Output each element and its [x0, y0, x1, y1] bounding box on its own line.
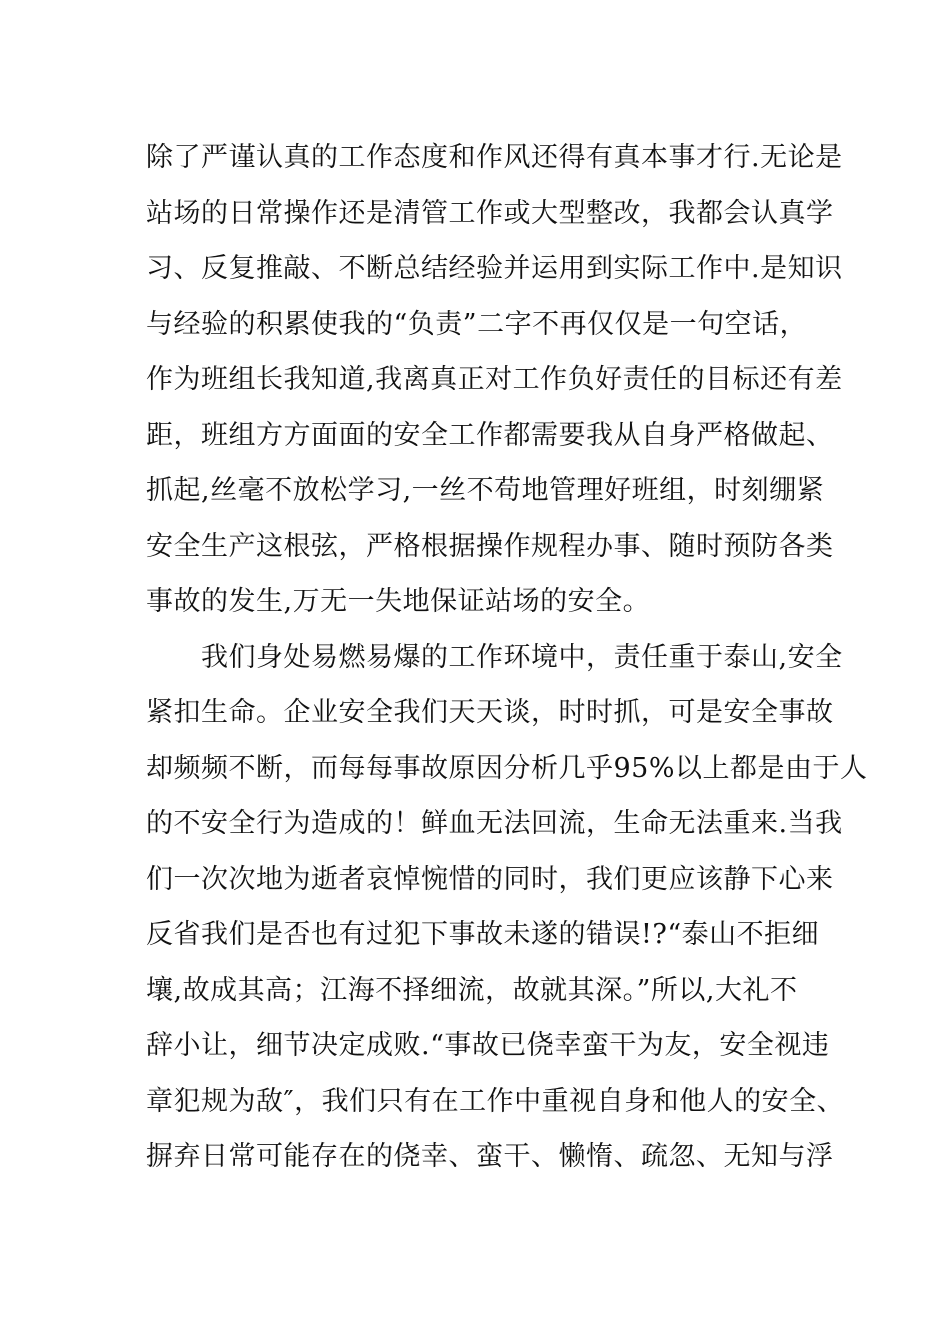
- text-line: 习、反复推敲、不断总结经验并运用到实际工作中.是知识: [146, 253, 843, 284]
- text-line: 摒弃日常可能存在的侥幸、蛮干、懒惰、疏忽、无知与浮: [146, 1141, 834, 1172]
- text-line: 反省我们是否也有过犯下事故未遂的错误!?“泰山不拒细: [146, 919, 820, 950]
- text-line: 抓起,丝毫不放松学习,一丝不苟地管理好班组，时刻绷紧: [146, 475, 825, 506]
- paragraph-1: [146, 130, 843, 630]
- text-line: 章犯规为敌″，我们只有在工作中重视自身和他人的安全、: [146, 1085, 845, 1117]
- text-line: 站场的日常操作还是清管工作或大型整改，我都会认真学: [146, 197, 834, 229]
- text-line: 的不安全行为造成的！鲜血无法回流，生命无法重来.当我: [146, 808, 843, 839]
- text-line: 却频频不断，而每每事故原因分析几乎95%以上都是由于人: [146, 752, 868, 784]
- text-line: 除了严谨认真的工作态度和作风还得有真本事才行.无论是: [146, 142, 843, 173]
- text-line: 作为班组长我知道,我离真正对工作负好责任的目标还有差: [146, 364, 843, 395]
- text-line: 我们身处易燃易爆的工作环境中，责任重于泰山,安全: [146, 641, 843, 673]
- text-line: 壤,故成其高；江海不择细流，故就其深。”所以,大礼不: [146, 974, 798, 1006]
- text-line: 与经验的积累使我的“负责”二字不再仅仅是一句空话，: [146, 308, 808, 340]
- text-line: 紧扣生命。企业安全我们天天谈，时时抓，可是安全事故: [146, 697, 834, 728]
- text-line: 距，班组方方面面的安全工作都需要我从自身严格做起、: [146, 419, 834, 451]
- text-line: 事故的发生,万无一失地保证站场的安全。: [146, 586, 651, 617]
- text-line: 辞小让，细节决定成败.“事故已侥幸蛮干为友，安全视违: [146, 1030, 830, 1061]
- body-text: [146, 130, 868, 1185]
- paragraph-2: [146, 630, 868, 1185]
- text-line: 安全生产这根弦，严格根据操作规程办事、随时预防各类: [146, 530, 834, 562]
- text-line: 们一次次地为逝者哀悼惋惜的同时，我们更应该静下心来: [146, 863, 834, 895]
